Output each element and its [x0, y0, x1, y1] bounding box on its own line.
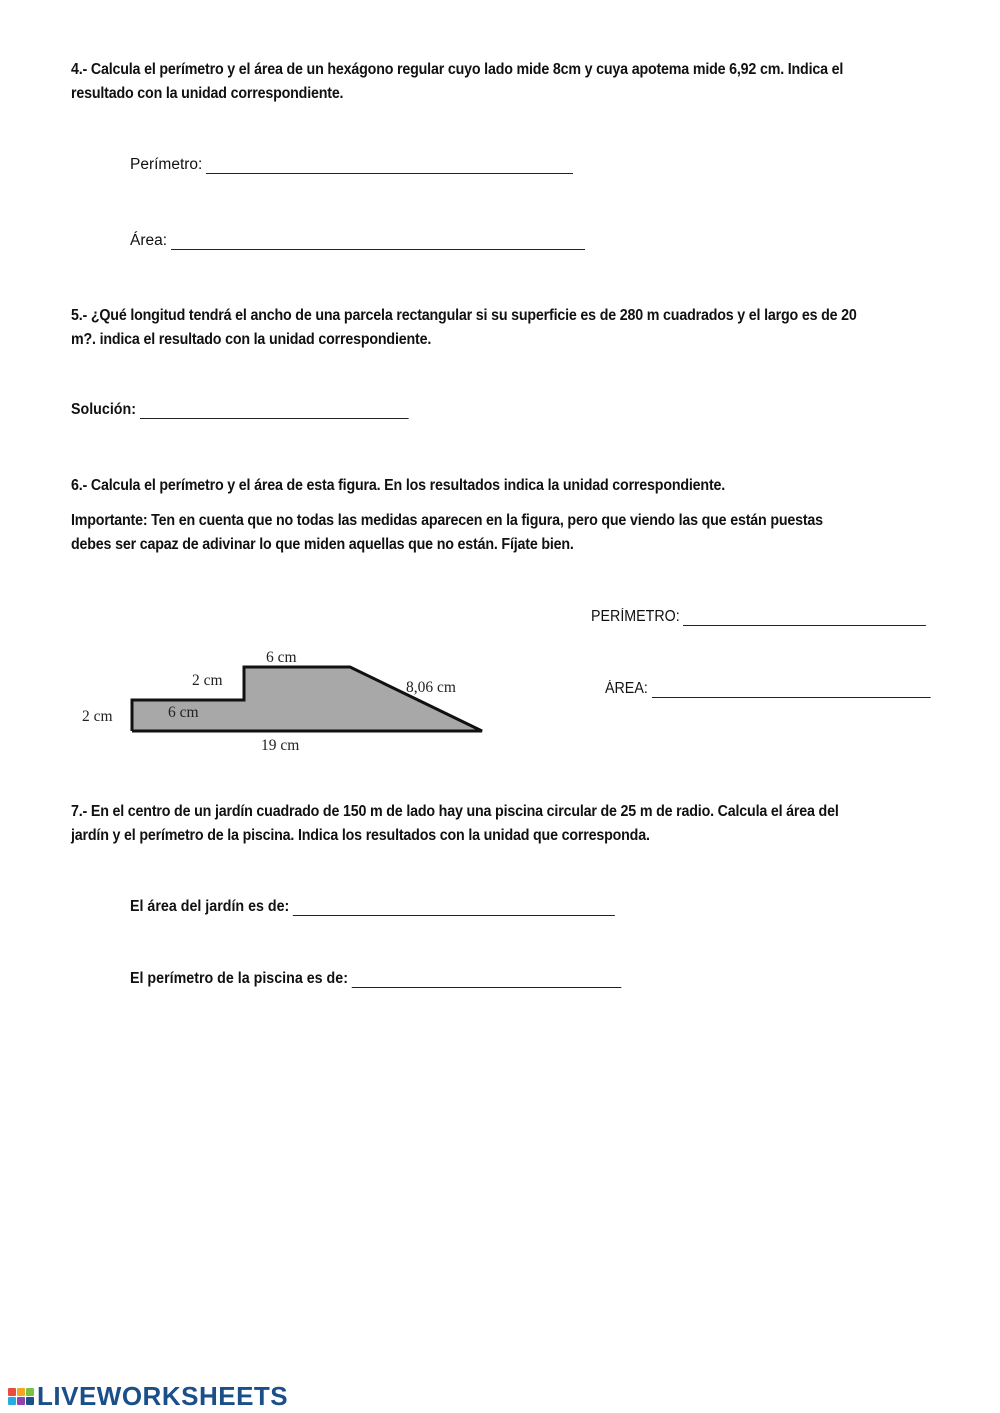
logo-tile	[26, 1397, 34, 1405]
question-7-text	[71, 800, 927, 848]
question-6-text: 6.- Calcula el perímetro y el área de esta figura. En los resultados indica la unidad correspondiente.	[71, 477, 726, 494]
q4-area-label: Área:	[130, 232, 168, 249]
question-6-note-line-1: Importante: Ten en cuenta que no todas las medidas aparecen en la figura, pero que viendo las que están puestas	[71, 512, 823, 529]
logo-tile	[17, 1388, 25, 1396]
logo-tile	[8, 1397, 16, 1405]
q7-garden-row	[130, 898, 615, 916]
q5-solution-label: Solución:	[71, 401, 136, 418]
q6-perimeter-label: PERÍMETRO:	[591, 608, 680, 625]
liveworksheets-logo[interactable]	[8, 1381, 288, 1412]
label-inner-6cm: 6 cm	[168, 704, 199, 721]
question-4-line-1: 4.- Calcula el perímetro y el área de un hexágono regular cuyo lado mide 8cm y cuya apotema mide 6,92 cm. Indica el	[71, 61, 844, 78]
question-4-line-2: resultado con la unidad correspondiente.	[71, 85, 344, 102]
q4-area-answer-line[interactable]	[171, 235, 585, 250]
label-left-2cm: 2 cm	[82, 708, 113, 725]
q6-perimeter-answer-line[interactable]	[683, 611, 926, 626]
logo-tile	[8, 1388, 16, 1396]
question-7-line-1: 7.- En el centro de un jardín cuadrado de 150 m de lado hay una piscina circular de 25 m de radio. Calcula el área del	[71, 803, 839, 820]
q7-pool-answer-line[interactable]	[352, 973, 622, 988]
logo-tile	[26, 1388, 34, 1396]
q4-perimeter-answer-line[interactable]	[206, 159, 573, 174]
q6-area-answer-line[interactable]	[651, 683, 930, 698]
q4-area-row	[130, 232, 585, 250]
question-6-note	[71, 509, 917, 557]
logo-icon	[8, 1388, 34, 1405]
label-slant-8-06cm: 8,06 cm	[406, 679, 456, 696]
q7-pool-row	[130, 970, 621, 988]
q6-area-label: ÁREA:	[605, 680, 648, 697]
q6-area-row	[605, 680, 930, 698]
question-5-line-1: 5.- ¿Qué longitud tendrá el ancho de una parcela rectangular si su superficie es de 280 m cuadrados y el largo es de 20	[71, 307, 857, 324]
logo-brand-text: LIVEWORKSHEETS	[37, 1381, 289, 1411]
logo-tile	[17, 1397, 25, 1405]
question-4-text	[71, 58, 917, 106]
q4-perimeter-row	[130, 156, 573, 174]
question-7-line-2: jardín y el perímetro de la piscina. Indica los resultados con la unidad que corresponda.	[71, 827, 650, 844]
q6-perimeter-row	[591, 608, 926, 626]
label-step-2cm: 2 cm	[192, 672, 223, 689]
q7-pool-label: El perímetro de la piscina es de:	[130, 970, 348, 987]
composite-shape-figure	[70, 640, 500, 760]
label-bottom-19cm: 19 cm	[261, 737, 300, 754]
q5-solution-row	[71, 401, 408, 419]
q7-garden-answer-line[interactable]	[293, 901, 615, 916]
label-top-6cm: 6 cm	[266, 649, 297, 666]
q5-solution-answer-line[interactable]	[140, 404, 409, 419]
question-6-note-line-2: debes ser capaz de adivinar lo que miden aquellas que no están. Fíjate bien.	[71, 536, 574, 553]
question-5-line-2: m?. indica el resultado con la unidad correspondiente.	[71, 331, 432, 348]
q7-garden-label: El área del jardín es de:	[130, 898, 290, 915]
q4-perimeter-label: Perímetro:	[130, 156, 203, 173]
question-5-text	[71, 304, 927, 352]
